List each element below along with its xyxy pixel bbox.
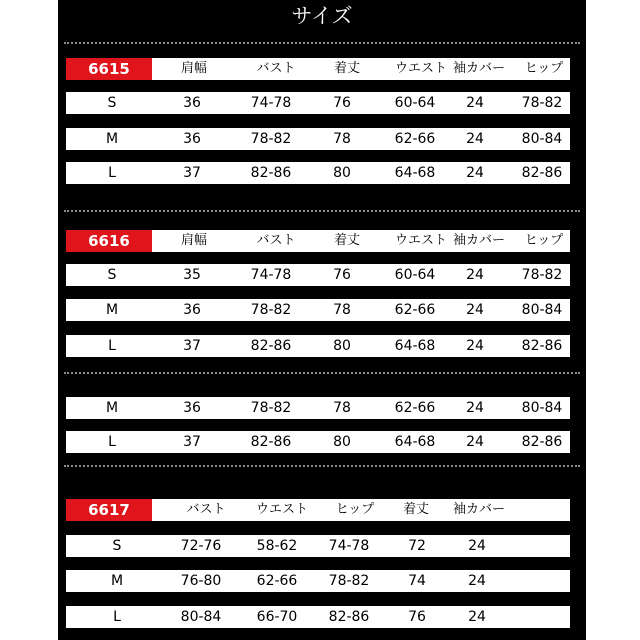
measurement-cell: 72-76 — [180, 538, 222, 554]
model-number-tag: 6617 — [66, 499, 152, 521]
measurement-cell: 80-84 — [521, 302, 563, 318]
measurement-cell: 60-64 — [394, 267, 436, 283]
size-label: L — [113, 609, 121, 625]
measurement-cell: 78-82 — [521, 267, 563, 283]
table-row — [66, 397, 570, 419]
measurement-cell: 62-66 — [394, 400, 436, 416]
column-header: 着丈 — [333, 233, 361, 248]
column-header: ウエスト — [394, 233, 448, 248]
header-row — [66, 58, 570, 80]
measurement-cell: 78-82 — [521, 95, 563, 111]
measurement-cell: 24 — [466, 95, 484, 111]
size-label: M — [105, 302, 119, 318]
measurement-cell: 74-78 — [250, 95, 292, 111]
size-label: M — [105, 131, 119, 147]
measurement-cell: 24 — [466, 302, 484, 318]
measurement-cell: 36 — [183, 95, 201, 111]
measurement-cell: 82-86 — [250, 434, 292, 450]
measurement-cell: 78 — [333, 400, 351, 416]
measurement-cell: 80 — [333, 165, 351, 181]
measurement-cell: 78 — [333, 131, 351, 147]
column-header: 肩幅 — [180, 61, 208, 76]
table-row — [66, 128, 570, 150]
measurement-cell: 82-86 — [521, 434, 563, 450]
column-header: バスト — [256, 233, 296, 248]
measurement-cell: 36 — [183, 400, 201, 416]
column-header: ヒップ — [335, 502, 375, 517]
column-header: ウエスト — [255, 502, 309, 517]
column-header: 肩幅 — [180, 233, 208, 248]
measurement-cell: 24 — [468, 538, 486, 554]
header-row — [66, 499, 570, 521]
column-header: 袖カバー — [452, 502, 506, 517]
size-label: S — [107, 267, 117, 283]
measurement-cell: 74 — [408, 573, 426, 589]
column-header: バスト — [256, 61, 296, 76]
column-header: 着丈 — [402, 502, 430, 517]
measurement-cell: 62-66 — [394, 302, 436, 318]
size-label: S — [107, 95, 117, 111]
measurement-cell: 78-82 — [250, 400, 292, 416]
measurement-cell: 82-86 — [328, 609, 370, 625]
measurement-cell: 58-62 — [256, 538, 298, 554]
measurement-cell: 80-84 — [180, 609, 222, 625]
dotted-divider — [64, 465, 580, 467]
measurement-cell: 72 — [408, 538, 426, 554]
measurement-cell: 60-64 — [394, 95, 436, 111]
size-label: L — [108, 434, 116, 450]
size-label: L — [108, 165, 116, 181]
column-header: ウエスト — [394, 61, 448, 76]
column-header: ヒップ — [524, 61, 564, 76]
table-row — [66, 92, 570, 114]
measurement-cell: 24 — [466, 338, 484, 354]
measurement-cell: 76 — [408, 609, 426, 625]
measurement-cell: 24 — [466, 131, 484, 147]
size-label: M — [105, 400, 119, 416]
size-label: L — [108, 338, 116, 354]
measurement-cell: 78-82 — [250, 131, 292, 147]
table-row — [66, 335, 570, 357]
column-header: 袖カバー — [452, 233, 506, 248]
measurement-cell: 82-86 — [521, 338, 563, 354]
measurement-cell: 24 — [466, 400, 484, 416]
measurement-cell: 82-86 — [250, 338, 292, 354]
measurement-cell: 24 — [468, 609, 486, 625]
measurement-cell: 62-66 — [394, 131, 436, 147]
header-row — [66, 230, 570, 252]
measurement-cell: 74-78 — [250, 267, 292, 283]
measurement-cell: 80 — [333, 338, 351, 354]
dotted-divider — [64, 42, 580, 44]
column-header: 着丈 — [333, 61, 361, 76]
table-row — [66, 264, 570, 286]
column-header: 袖カバー — [452, 61, 506, 76]
dotted-divider — [64, 372, 580, 374]
table-row — [66, 535, 570, 557]
measurement-cell: 66-70 — [256, 609, 298, 625]
measurement-cell: 37 — [183, 338, 201, 354]
measurement-cell: 35 — [183, 267, 201, 283]
measurement-cell: 82-86 — [250, 165, 292, 181]
table-row — [66, 299, 570, 321]
column-header: バスト — [186, 502, 226, 517]
size-label: M — [110, 573, 124, 589]
measurement-cell: 24 — [466, 434, 484, 450]
measurement-cell: 37 — [183, 165, 201, 181]
measurement-cell: 24 — [468, 573, 486, 589]
size-label: S — [112, 538, 122, 554]
measurement-cell: 80-84 — [521, 131, 563, 147]
measurement-cell: 76-80 — [180, 573, 222, 589]
model-number-tag: 6615 — [66, 58, 152, 80]
table-row — [66, 162, 570, 184]
table-row — [66, 570, 570, 592]
measurement-cell: 80-84 — [521, 400, 563, 416]
measurement-cell: 62-66 — [256, 573, 298, 589]
measurement-cell: 74-78 — [328, 538, 370, 554]
table-row — [66, 606, 570, 628]
measurement-cell: 24 — [466, 165, 484, 181]
measurement-cell: 76 — [333, 95, 351, 111]
measurement-cell: 80 — [333, 434, 351, 450]
measurement-cell: 64-68 — [394, 338, 436, 354]
measurement-cell: 64-68 — [394, 434, 436, 450]
page-title: サイズ — [291, 4, 353, 28]
measurement-cell: 76 — [333, 267, 351, 283]
measurement-cell: 36 — [183, 131, 201, 147]
measurement-cell: 78-82 — [328, 573, 370, 589]
measurement-cell: 36 — [183, 302, 201, 318]
measurement-cell: 64-68 — [394, 165, 436, 181]
measurement-cell: 82-86 — [521, 165, 563, 181]
dotted-divider — [64, 210, 580, 212]
measurement-cell: 78-82 — [250, 302, 292, 318]
column-header: ヒップ — [524, 233, 564, 248]
measurement-cell: 37 — [183, 434, 201, 450]
measurement-cell: 78 — [333, 302, 351, 318]
measurement-cell: 24 — [466, 267, 484, 283]
model-number-tag: 6616 — [66, 230, 152, 252]
table-row — [66, 431, 570, 453]
size-chart-panel — [58, 0, 586, 640]
